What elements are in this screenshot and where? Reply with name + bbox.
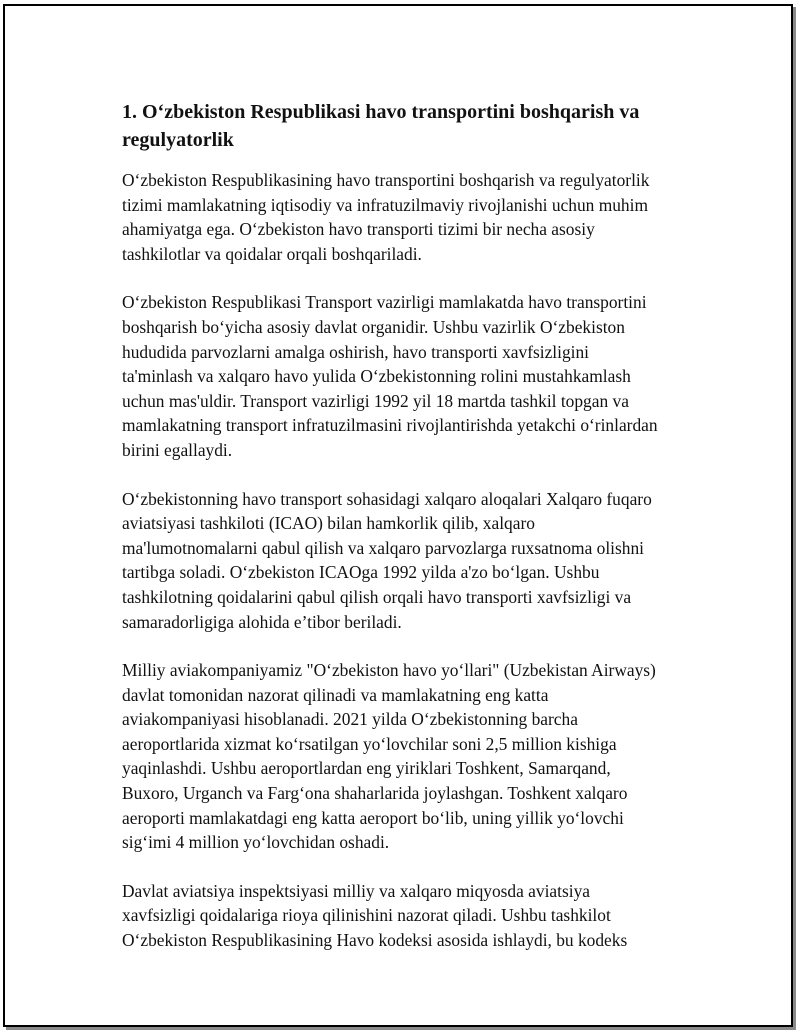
text-line: tartibga soladi. O‘zbekiston ICAOga 1992 yilda a'zo bo‘lgan. Ushbu <box>122 562 600 583</box>
section-heading <box>122 98 702 154</box>
text-line: Milliy aviakompaniyamiz "O‘zbekiston havo yo‘llari" (Uzbekistan Airways) <box>122 660 656 681</box>
heading-line: regulyatorlik <box>122 129 234 151</box>
text-line: aeroportlarida xizmat ko‘rsatilgan yo‘lovchilar soni 2,5 million kishiga <box>122 733 617 754</box>
text-line: ma'lumotnomalarni qabul qilish va xalqaro parvozlarga ruxsatnoma olishni <box>122 537 644 558</box>
text-line: samaradorligiga alohida e’tibor beriladi. <box>122 611 402 632</box>
text-line: aviakompaniyasi hisoblanadi. 2021 yilda O‘zbekistonning barcha <box>122 709 578 730</box>
text-line: boshqarish bo‘yicha asosiy davlat organidir. Ushbu vazirlik O‘zbekiston <box>122 316 625 337</box>
paragraph-governance-intro <box>122 168 702 266</box>
text-line: Buxoro, Urganch va Farg‘ona shaharlarida joylashgan. Toshkent xalqaro <box>122 783 628 804</box>
text-line: O‘zbekiston Respublikasining havo transportini boshqarish va regulyatorlik <box>122 170 650 190</box>
text-line: xavfsizligi qoidalariga rioya qilinishini nazorat qiladi. Ushbu tashkilot <box>122 905 611 926</box>
text-line: sig‘imi 4 million yo‘lovchidan oshadi. <box>122 832 390 853</box>
text-line: tashkilotning qoidalarini qabul qilish orqali havo transporti xavfsizligi va <box>122 586 632 607</box>
text-line: O‘zbekiston Respublikasi Transport vazirligi mamlakatda havo transportini <box>122 292 647 313</box>
text-line: O‘zbekistonning havo transport sohasidagi xalqaro aloqalari Xalqaro fuqaro <box>122 488 652 509</box>
paragraph-aviation-inspection <box>122 879 702 953</box>
text-line: O‘zbekiston Respublikasining Havo kodeksi asosida ishlaydi, bu kodeks <box>122 930 628 951</box>
paragraph-icao-relations <box>122 487 702 635</box>
text-line: Davlat aviatsiya inspektsiyasi milliy va xalqaro miqyosda aviatsiya <box>122 880 590 901</box>
text-line: tizimi mamlakatning iqtisodiy va infratuzilmaviy rivojlanishi uchun muhim <box>122 194 648 215</box>
text-line: tashkilotlar va qoidalar orqali boshqariladi. <box>122 243 422 264</box>
text-line: aviatsiyasi tashkiloti (ICAO) bilan hamkorlik qilib, xalqaro <box>122 513 535 534</box>
heading-line: 1. O‘zbekiston Respublikasi havo transportini boshqarish va <box>122 101 640 123</box>
text-line: yaqinlashdi. Ushbu aeroportlardan eng yiriklari Toshkent, Samarqand, <box>122 758 611 779</box>
text-line: ahamiyatga ega. O‘zbekiston havo transporti tizimi bir necha asosiy <box>122 219 595 240</box>
text-line: davlat tomonidan nazorat qilinadi va mamlakatning eng katta <box>122 684 549 705</box>
text-line: birini egallaydi. <box>122 439 233 460</box>
paragraph-national-airline <box>122 658 702 855</box>
text-line: hududida parvozlarni amalga oshirish, havo transporti xavfsizligini <box>122 341 590 362</box>
document-body <box>122 98 702 977</box>
text-line: ta'minlash va xalqaro havo yulida O‘zbekistonning rolini mustahkamlash <box>122 366 631 387</box>
paragraph-transport-ministry <box>122 290 702 462</box>
document-page <box>3 4 793 1027</box>
text-line: uchun mas'uldir. Transport vazirligi 1992 yil 18 martda tashkil topgan va <box>122 390 629 411</box>
text-line: aeroporti mamlakatdagi eng katta aeroport bo‘lib, uning yillik yo‘lovchi <box>122 807 624 828</box>
text-line: mamlakatning transport infratuzilmasini rivojlantirishda yetakchi o‘rinlardan <box>122 415 658 436</box>
